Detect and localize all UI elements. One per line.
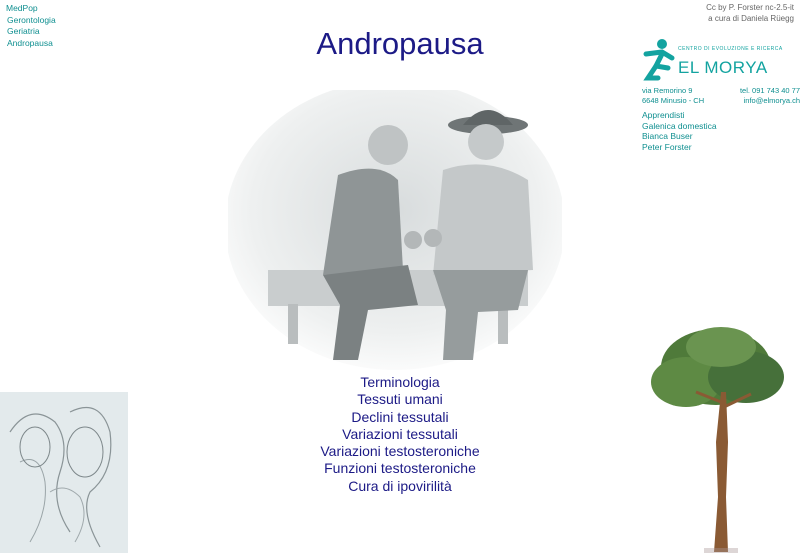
topic-menu	[200, 374, 600, 495]
nav-link-medpop[interactable]: MedPop	[6, 3, 38, 13]
menu-item-cura-di-ipovirilita[interactable]: Cura di ipovirilità	[348, 477, 452, 494]
menu-item-tessuti-umani[interactable]: Tessuti umani	[357, 391, 443, 408]
pine-tree-image	[636, 322, 800, 553]
address-block	[642, 86, 800, 106]
menu-item-variazioni-testosteroniche[interactable]: Variazioni testosteroniche	[320, 443, 480, 460]
running-figure-icon	[642, 38, 678, 82]
sketch-illustration	[0, 392, 128, 553]
credit-license: Cc by P. Forster nc-2.5-it	[706, 3, 794, 12]
page-title: Andropausa	[316, 26, 484, 61]
tree-illustration	[636, 322, 800, 553]
elderly-men-photo	[228, 90, 562, 372]
address-phone: tel. 091 743 40 77	[739, 86, 800, 95]
el-morya-logo[interactable]	[640, 38, 790, 84]
nav-link-geriatria[interactable]: Geriatria	[7, 26, 40, 36]
photo-illustration	[228, 90, 562, 372]
menu-item-funzioni-testosteroniche[interactable]: Funzioni testosteroniche	[324, 460, 476, 477]
nav-link-gerontologia[interactable]: Gerontologia	[7, 14, 56, 25]
menu-item-variazioni-tessutali[interactable]: Variazioni tessutali	[342, 425, 458, 442]
address-street: via Remorino 9	[642, 86, 693, 95]
credit-editor: a cura di Daniela Rüegg	[708, 13, 794, 23]
link-apprendisti[interactable]: Apprendisti	[642, 110, 685, 120]
menu-item-declini-tessutali[interactable]: Declini tessutali	[351, 408, 449, 425]
link-peter-forster[interactable]: Peter Forster	[642, 141, 692, 152]
link-galenica-domestica[interactable]: Galenica domestica	[642, 120, 717, 131]
menu-item-terminologia[interactable]: Terminologia	[360, 374, 440, 390]
logo-subtitle: CENTRO DI EVOLUZIONE E RICERCA	[678, 46, 783, 52]
address-email[interactable]: info@elmorya.ch	[743, 96, 800, 105]
figure-sketch-image	[0, 392, 128, 553]
credit-text	[706, 3, 794, 24]
link-bianca-buser[interactable]: Bianca Buser	[642, 131, 693, 141]
nav-link-andropausa[interactable]: Andropausa	[7, 37, 53, 48]
address-city: 6648 Minusio - CH	[642, 96, 705, 105]
logo-brand: EL MORYA	[678, 58, 768, 77]
people-list	[642, 110, 717, 152]
